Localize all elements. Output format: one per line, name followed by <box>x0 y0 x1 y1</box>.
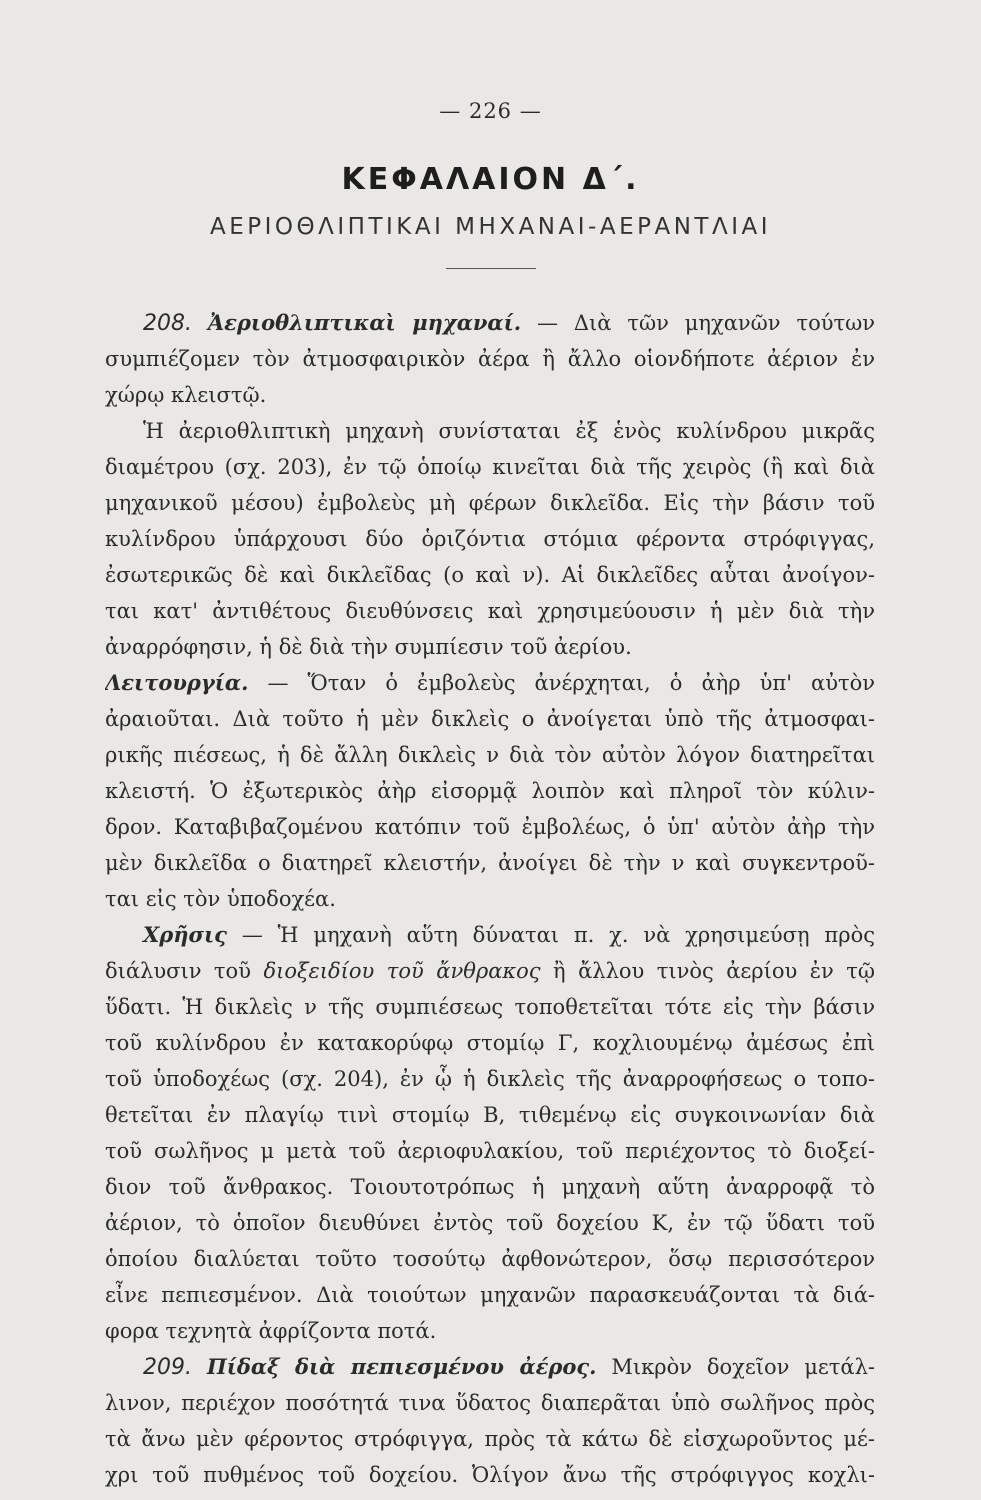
text-line: τοῦ ὑποδοχέως (σχ. 204), ἐν ᾧ ἡ δικλεὶς τῆς ἀναρροφήσεως ο τοπο- <box>105 1067 875 1091</box>
chapter-title: ΚΕΦΑΛΑΙΟΝ Δ΄. <box>341 162 640 197</box>
operation-heading: Λειτουργία. <box>105 670 249 695</box>
text-line: ται εἰς τὸν ὑποδοχέα. <box>105 887 336 911</box>
text-line: κλειστή. Ὁ ἐξωτερικὸς ἀὴρ εἰσορμᾷ λοιπὸν καὶ πληροῖ τὸν κύλιν- <box>105 779 875 803</box>
text-line: εἶνε πεπιεσμένον. Διὰ τοιούτων μηχανῶν παρασκευάζονται τὰ διά- <box>105 1283 875 1307</box>
text-line: ὁποίου διαλύεται τοῦτο τοσούτῳ ἀφθονώτερον, ὅσῳ περισσότερον <box>105 1247 875 1271</box>
text-line: — Ὅταν ὁ ἐμβολεὺς ἀνέρχηται, ὁ ἀὴρ ὑπ' αὐτὸν <box>267 671 875 695</box>
text-line: κυλίνδρου ὑπάρχουσι δύο ὁριζόντια στόμια φέροντα στρόφιγγας, <box>105 527 875 551</box>
text-line: — Διὰ τῶν μηχανῶν τούτων <box>536 311 875 335</box>
title-divider <box>446 268 536 269</box>
text-line: μὲν δικλεῖδα ο διατηρεῖ κλειστήν, ἀνοίγει δὲ τὴν ν καὶ συγκεντροῦ- <box>105 851 875 875</box>
section-209-heading-line <box>105 1349 875 1385</box>
use-heading-line <box>105 917 875 953</box>
text-line: διαμέτρου (σχ. 203), ἐν τῷ ὁποίῳ κινεῖται διὰ τῆς χειρὸς (ἢ καὶ διὰ <box>105 455 875 479</box>
text-line: ἀναρρόφησιν, ἡ δὲ διὰ τὴν συμπίεσιν τοῦ ἀερίου. <box>105 635 632 659</box>
section-208-title: Ἀεριοθλιπτικαὶ μηχαναί. <box>207 310 522 335</box>
italic-term: διοξειδίου τοῦ ἄνθρακος <box>263 959 541 983</box>
text-line: — Ἡ μηχανὴ αὕτη δύναται π. χ. νὰ χρησιμεύσῃ πρὸς <box>241 923 875 947</box>
text-line: φορα τεχνητὰ ἀφρίζοντα ποτά. <box>105 1319 437 1343</box>
text-line: θετεῖται ἐν πλαγίῳ τινὶ στομίῳ Β, τιθεμένῳ εἰς συγκοινωνίαν διὰ <box>105 1103 875 1127</box>
section-209-title: Πίδαξ διὰ πεπιεσμένου ἀέρος. <box>206 1354 597 1379</box>
text-line: χώρῳ κλειστῷ. <box>105 383 267 407</box>
text-line: Μικρὸν δοχεῖον μετάλ- <box>611 1355 875 1379</box>
text-line: τοῦ σωλῆνος μ μετὰ τοῦ ἀεριοφυλακίου, τοῦ περιέχοντος τὸ διοξεί- <box>105 1139 875 1163</box>
body-text <box>105 305 875 1493</box>
operation-heading-line <box>105 665 875 701</box>
text-line: Ἡ ἀεριοθλιπτικὴ μηχανὴ συνίσταται ἐξ ἑνὸς κυλίνδρου μικρᾶς <box>143 419 875 443</box>
text-line: ἀραιοῦται. Διὰ τοῦτο ἡ μὲν δικλεὶς ο ἀνοίγεται ὑπὸ τῆς ἀτμοσφαι- <box>105 707 875 731</box>
text-line: χρι τοῦ πυθμένος τοῦ δοχείου. Ὀλίγον ἄνω τῆς στρόφιγγος κοχλι- <box>105 1463 875 1487</box>
text-fragment: διάλυσιν τοῦ <box>105 959 251 983</box>
text-line: ὕδατι. Ἡ δικλεὶς ν τῆς συμπιέσεως τοποθετεῖται τότε εἰς τὴν βάσιν <box>105 995 875 1019</box>
text-line: λινον, περιέχον ποσότητά τινα ὕδατος διαπερᾶται ὑπὸ σωλῆνος πρὸς <box>105 1391 875 1415</box>
section-208-number: 208. <box>143 311 192 336</box>
text-line: ται κατ' ἀντιθέτους διευθύνσεις καὶ χρησιμεύουσιν ἡ μὲν διὰ τὴν <box>105 599 875 623</box>
text-line: τοῦ κυλίνδρου ἐν κατακορύφῳ στομίῳ Γ, κοχλιουμένῳ ἀμέσως ἐπὶ <box>105 1031 875 1055</box>
text-line: τὰ ἄνω μὲν φέροντος στρόφιγγα, πρὸς τὰ κάτω δὲ εἰσχωροῦντος μέ- <box>105 1427 875 1451</box>
text-line: ρικῆς πιέσεως, ἡ δὲ ἄλλη δικλεὶς ν διὰ τὸν αὐτὸν λόγον διατηρεῖται <box>105 743 875 767</box>
use-line-2 <box>105 953 875 989</box>
page-number: — 226 — <box>439 99 542 123</box>
use-heading: Χρῆσις <box>143 922 227 947</box>
section-208-heading-line <box>105 305 875 341</box>
text-line: ἐσωτερικῶς δὲ καὶ δικλεῖδας (ο καὶ ν). Αἱ δικλεῖδες αὗται ἀνοίγον- <box>105 563 875 587</box>
text-line: ἀέριον, τὸ ὁποῖον διευθύνει ἐντὸς τοῦ δοχείου Κ, ἐν τῷ ὕδατι τοῦ <box>105 1211 875 1235</box>
text-line: μηχανικοῦ μέσου) ἐμβολεὺς μὴ φέρων δικλεῖδα. Εἰς τὴν βάσιν τοῦ <box>105 491 875 515</box>
text-line: διον τοῦ ἄνθρακος. Τοιουτοτρόπως ἡ μηχανὴ αὕτη ἀναρροφᾷ τὸ <box>105 1175 875 1199</box>
chapter-subtitle: ΑΕΡΙΟΘΛΙΠΤΙΚΑΙ ΜΗΧΑΝΑΙ-ΑΕΡΑΝΤΛΙΑΙ <box>210 214 771 240</box>
text-line: συμπιέζομεν τὸν ἀτμοσφαιρικὸν ἀέρα ἢ ἄλλο οἱονδήποτε ἀέριον ἐν <box>105 347 875 371</box>
text-fragment: ἢ ἄλλου τινὸς ἀερίου ἐν τῷ <box>553 959 875 983</box>
text-line: δρον. Καταβιβαζομένου κατόπιν τοῦ ἐμβολέως, ὁ ὑπ' αὐτὸν ἀὴρ τὴν <box>105 815 875 839</box>
section-209-number: 209. <box>143 1355 192 1380</box>
